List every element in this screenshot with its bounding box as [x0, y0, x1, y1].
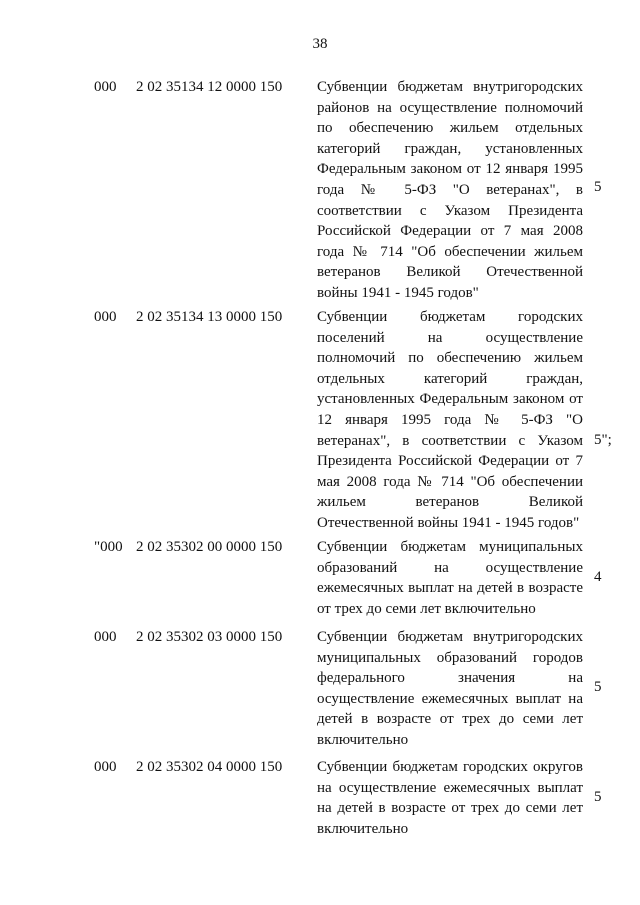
- row-description: Субвенции бюджетам муниципальных образований на осуществление ежемесячных выплат на детей в возрасте от трех до семи лет включительно: [317, 539, 583, 617]
- row-trailing-digit: 5: [594, 679, 602, 695]
- admin-code: "000: [94, 539, 123, 555]
- row-trailing-digit: 5";: [594, 432, 612, 448]
- row-description: Субвенции бюджетам внутригородских муниципальных образований городов федерального значения на осуществление ежемесячных выплат на детей в возрасте от трех до семи лет включительно: [317, 629, 583, 748]
- classifier-code: 2 02 35134 13 0000 150: [136, 309, 283, 325]
- row-trailing-digit: 5: [594, 179, 602, 195]
- classifier-code: 2 02 35302 00 0000 150: [136, 539, 283, 555]
- admin-code: 000: [94, 309, 117, 325]
- classifier-code: 2 02 35302 04 0000 150: [136, 759, 283, 775]
- admin-code: 000: [94, 759, 117, 775]
- row-description: Субвенции бюджетам городских округов на осуществление ежемесячных выплат на детей в возрасте от трех до семи лет включительно: [317, 759, 583, 837]
- row-description: Субвенции бюджетам внутригородских районов на осуществление полномочий по обеспечению жильем отдельных категорий граждан, установленных Федеральным законом от 12 января 1995 года № 5-ФЗ "О ветеранах", в соответствии с Указом Президента Российской Федерации от 7 мая 2008 года № 714 "Об обеспечении жильем ветеранов Великой Отечественной войны 1941 - 1945 годов": [317, 79, 583, 301]
- row-description: Субвенции бюджетам городских поселений на осуществление полномочий по обеспечению жильем отдельных категорий граждан, установленных Федеральным законом от 12 января 1995 года № 5-ФЗ "О ветеранах", в соответствии с Указом Президента Российской Федерации от 7 мая 2008 года № 714 "Об обеспечении жильем ветеранов Великой Отечественной войны 1941 - 1945 годов": [317, 309, 583, 531]
- classifier-code: 2 02 35302 03 0000 150: [136, 629, 283, 645]
- row-trailing-digit: 5: [594, 789, 602, 805]
- classifier-code: 2 02 35134 12 0000 150: [136, 79, 283, 95]
- admin-code: 000: [94, 629, 117, 645]
- page-number: 38: [312, 36, 328, 52]
- admin-code: 000: [94, 79, 117, 95]
- row-trailing-digit: 4: [594, 569, 602, 585]
